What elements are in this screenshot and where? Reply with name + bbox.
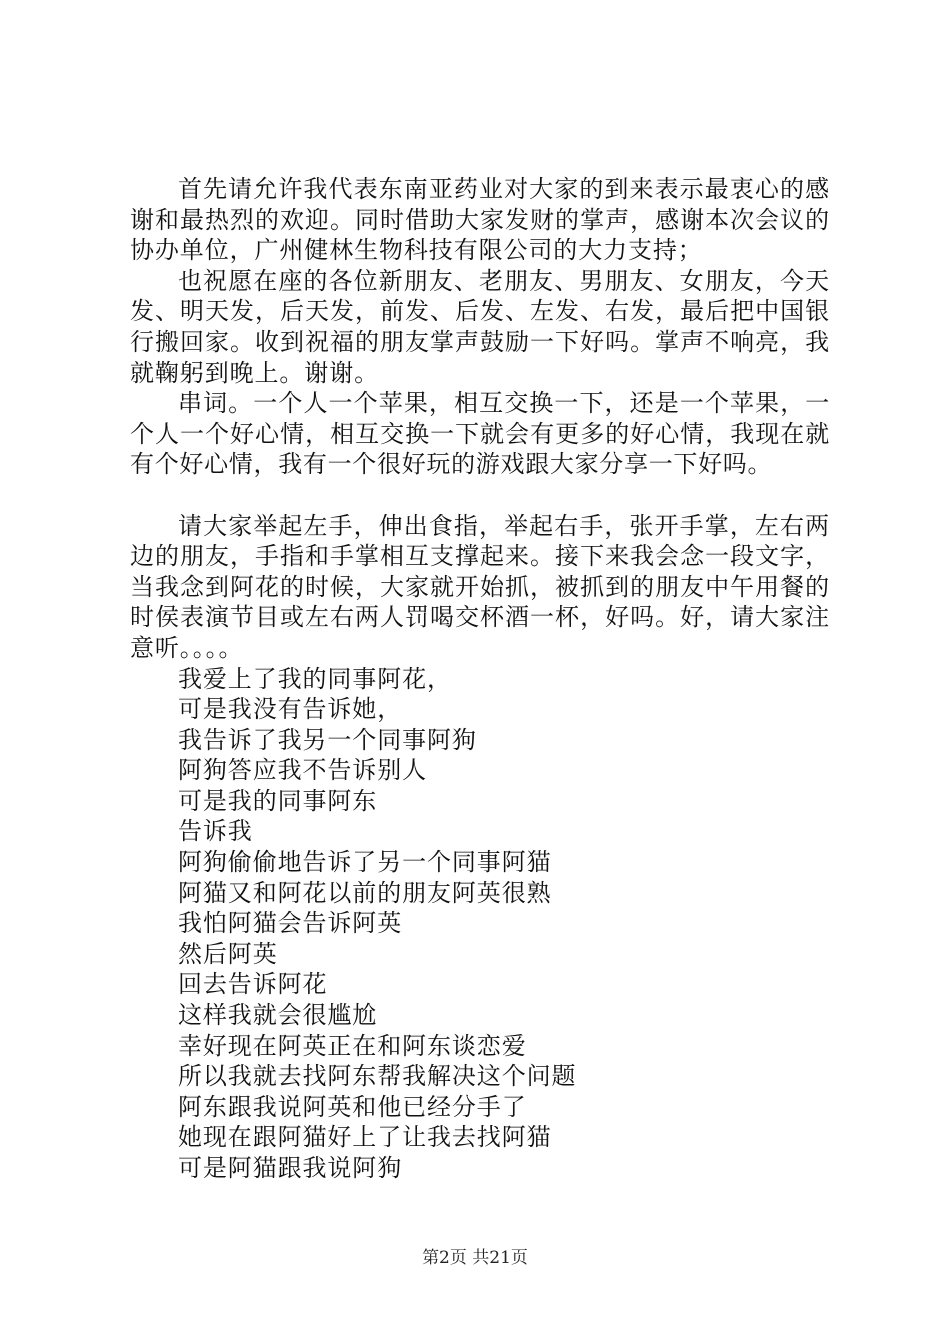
poem-line: 所以我就去找阿东帮我解决这个问题 <box>178 1062 577 1091</box>
paragraph-blessing: 也祝愿在座的各位新朋友、老朋友、男朋友、女朋友，今天发、明天发，后天发，前发、后发、左发、右发，最后把中国银行搬回家。收到祝福的朋友掌声鼓励一下好吗。掌声不响亮，我就鞠躬到晚上。谢谢。 <box>130 266 830 387</box>
poem-line: 阿狗答应我不告诉别人 <box>178 756 427 785</box>
poem-line: 然后阿英 <box>178 939 278 968</box>
paragraph-spacer <box>130 480 830 511</box>
poem-line: 阿猫又和阿花以前的朋友阿英很熟 <box>178 878 552 907</box>
poem-line: 她现在跟阿猫好上了让我去找阿猫 <box>178 1123 552 1152</box>
poem-line: 回去告诉阿花 <box>178 970 328 999</box>
poem-line: 我爱上了我的同事阿花， <box>178 664 452 693</box>
poem-line: 阿狗偷偷地告诉了另一个同事阿猫 <box>178 848 552 877</box>
poem-line: 可是我的同事阿东 <box>178 786 378 815</box>
paragraph-welcome: 首先请允许我代表东南亚药业对大家的到来表示最衷心的感谢和最热烈的欢迎。同时借助大家发财的掌声，感谢本次会议的协办单位，广州健林生物科技有限公司的大力支持； <box>130 175 830 265</box>
page-number-footer: 第2页 共21页 <box>422 1248 528 1268</box>
paragraph-game-instructions: 请大家举起左手，伸出食指，举起右手，张开手掌，左右两边的朋友，手指和手掌相互支撑起来。接下来我会念一段文字，当我念到阿花的时候，大家就开始抓，被抓到的朋友中午用餐的时侯表演节目或左右两人罚喝交杯酒一杯，好吗。好，请大家注意听。。。。 <box>130 511 830 662</box>
poem-line: 我怕阿猫会告诉阿英 <box>178 909 403 938</box>
poem-line: 可是阿猫跟我说阿狗 <box>178 1154 403 1182</box>
poem-line: 阿东跟我说阿英和他已经分手了 <box>178 1092 527 1121</box>
poem-line: 幸好现在阿英正在和阿东谈恋爱 <box>178 1031 527 1060</box>
poem-line: 这样我就会很尴尬 <box>178 1001 378 1030</box>
poem-lines <box>130 664 830 1184</box>
paragraph-transition: 串词。一个人一个苹果，相互交换一下，还是一个苹果，一个人一个好心情，相互交换一下就会有更多的好心情，我现在就有个好心情，我有一个很好玩的游戏跟大家分享一下好吗。 <box>130 389 830 479</box>
poem-line: 告诉我 <box>178 817 253 846</box>
poem-line: 我告诉了我另一个同事阿狗 <box>178 725 477 754</box>
document-body <box>130 174 830 1184</box>
poem-line: 可是我没有告诉她， <box>178 695 403 724</box>
